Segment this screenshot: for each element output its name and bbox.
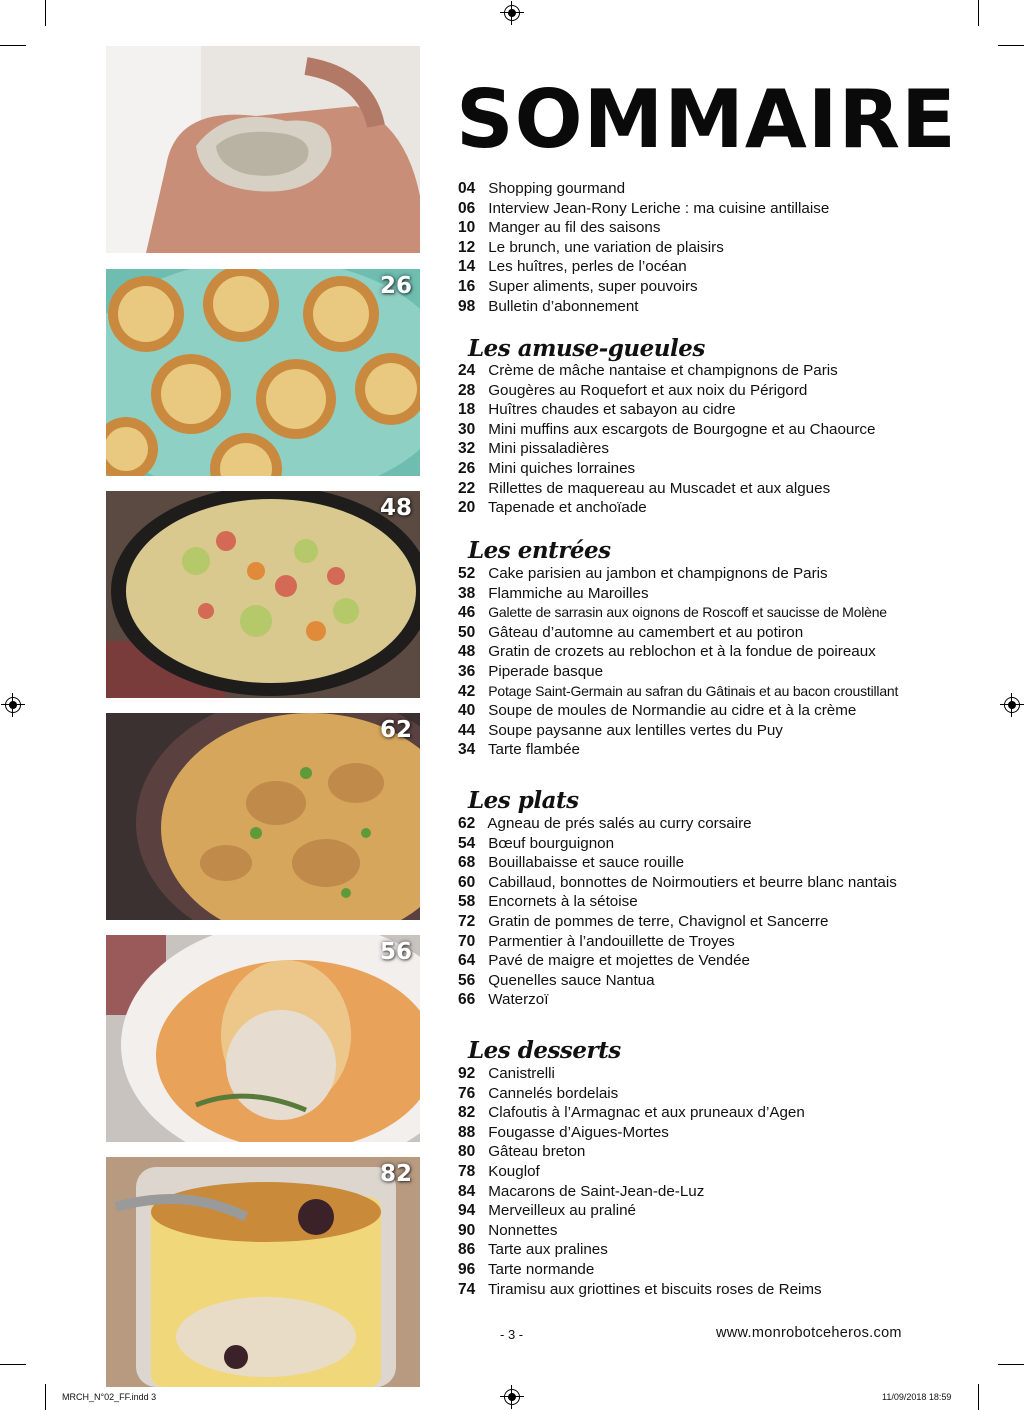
- section-title: Les entrées: [468, 537, 611, 564]
- toc-entry[interactable]: [458, 990, 998, 1010]
- toc-entry[interactable]: [458, 814, 998, 834]
- page-number: 86: [458, 1241, 476, 1259]
- page-number: 42: [458, 682, 476, 700]
- toc-entry[interactable]: [458, 1201, 998, 1221]
- page-number: 60: [458, 873, 476, 891]
- crop-mark: [45, 0, 46, 26]
- crop-mark: [978, 0, 979, 26]
- page-number: 20: [458, 499, 476, 517]
- entry-label: Le brunch, une variation de plaisirs: [488, 238, 724, 256]
- toc-entry[interactable]: [458, 277, 998, 297]
- page-number: 48: [458, 643, 476, 661]
- toc-entry[interactable]: [458, 834, 998, 854]
- entry-label: Super aliments, super pouvoirs: [488, 277, 698, 295]
- file-slug: MRCH_N°02_FF.indd 3: [62, 1392, 157, 1402]
- page-number: 70: [458, 932, 476, 950]
- page-number: 12: [458, 238, 476, 256]
- toc-entry[interactable]: [458, 951, 998, 971]
- entry-label: Fougasse d’Aigues-Mortes: [488, 1123, 669, 1141]
- entry-label: Pavé de maigre et mojettes de Vendée: [488, 952, 750, 970]
- toc-entry[interactable]: [458, 381, 998, 401]
- page-number: 04: [458, 180, 476, 197]
- photo-page-number: 62: [379, 717, 412, 743]
- toc-entry[interactable]: [458, 873, 998, 893]
- page-number: 58: [458, 893, 476, 911]
- toc-entry[interactable]: [458, 439, 998, 459]
- entry-label: Gâteau d’automne au camembert et au potiron: [488, 623, 804, 641]
- entry-label: Galette de sarrasin aux oignons de Roscoff et saucisse de Molène: [488, 604, 887, 621]
- toc-entry[interactable]: [458, 1182, 998, 1202]
- page-number: 46: [458, 604, 476, 622]
- entry-label: Kouglof: [488, 1162, 540, 1180]
- page-number: 40: [458, 702, 476, 720]
- toc-entry[interactable]: [458, 199, 998, 219]
- entry-label: Gratin de crozets au reblochon et à la fondue de poireaux: [488, 643, 876, 661]
- page-number: 54: [458, 834, 476, 852]
- page-number: 74: [458, 1280, 476, 1298]
- entry-label: Huîtres chaudes et sabayon au cidre: [488, 401, 736, 419]
- entry-label: Mini pissaladières: [488, 440, 609, 458]
- page-number: 76: [458, 1084, 476, 1102]
- page-number: 34: [458, 741, 476, 759]
- entry-label: Waterzoï: [488, 991, 549, 1009]
- page-number: 80: [458, 1143, 476, 1161]
- page-number: 72: [458, 912, 476, 930]
- page-number: 18: [458, 401, 476, 419]
- entry-label: Cake parisien au jambon et champignons de Paris: [488, 565, 828, 582]
- entry-label: Crème de mâche nantaise et champignons de Paris: [488, 362, 838, 379]
- entry-label: Piperade basque: [488, 662, 604, 680]
- entry-label: Nonnettes: [488, 1221, 558, 1239]
- page-number: 50: [458, 623, 476, 641]
- toc-entry[interactable]: [458, 892, 998, 912]
- entry-label: Clafoutis à l’Armagnac et aux pruneaux d’Agen: [488, 1104, 805, 1122]
- photo-agneau-curry: [106, 713, 420, 920]
- toc-entry[interactable]: [458, 1123, 998, 1143]
- toc-entry[interactable]: [458, 238, 998, 258]
- entry-label: Tarte flambée: [487, 741, 580, 759]
- toc-entry[interactable]: [458, 642, 998, 662]
- page-number: 98: [458, 297, 476, 315]
- toc-section-plats: [458, 814, 998, 1010]
- entry-label: Merveilleux au praliné: [488, 1202, 636, 1220]
- toc-entry[interactable]: [458, 1103, 998, 1123]
- entry-label: Shopping gourmand: [488, 180, 626, 197]
- entry-label: Soupe de moules de Normandie au cidre et à la crème: [488, 702, 857, 720]
- registration-mark-icon: [5, 697, 21, 713]
- crop-mark: [45, 1384, 46, 1410]
- page-number: 62: [458, 815, 476, 832]
- entry-label: Bulletin d’abonnement: [488, 297, 639, 315]
- toc-entry[interactable]: [458, 1162, 998, 1182]
- print-timestamp: 11/09/2018 18:59: [882, 1392, 952, 1402]
- toc-entry[interactable]: [458, 564, 998, 584]
- folio: - 3 -: [500, 1327, 524, 1342]
- page-number: 06: [458, 199, 476, 217]
- page-number: 26: [458, 459, 476, 477]
- toc-section-entrees: [458, 564, 998, 760]
- page-number: 56: [458, 971, 476, 989]
- entry-label: Bouillabaisse et sauce rouille: [488, 854, 685, 872]
- toc-entry[interactable]: [458, 971, 998, 991]
- entry-label: Macarons de Saint-Jean-de-Luz: [488, 1182, 705, 1200]
- toc-entry[interactable]: [458, 218, 998, 238]
- page-number: 30: [458, 420, 476, 438]
- entry-label: Tapenade et anchoïade: [487, 499, 647, 517]
- toc-entry[interactable]: [458, 932, 998, 952]
- entry-label: Mini muffins aux escargots de Bourgogne et au Chaource: [488, 420, 876, 438]
- page-number: 38: [458, 584, 476, 602]
- website-url[interactable]: www.monrobotceheros.com: [716, 1325, 902, 1341]
- section-title: Les amuse-gueules: [468, 335, 705, 362]
- page-number: 10: [458, 219, 476, 237]
- toc-entry[interactable]: [458, 1142, 998, 1162]
- page-number: 68: [458, 854, 476, 872]
- section-title: Les plats: [468, 787, 579, 814]
- entry-label: Tarte aux pralines: [487, 1241, 608, 1259]
- page-number: 78: [458, 1162, 476, 1180]
- toc-entry[interactable]: [458, 853, 998, 873]
- page-number: 36: [458, 662, 476, 680]
- toc-entry[interactable]: [458, 584, 998, 604]
- photo-page-number: 56: [379, 939, 412, 965]
- toc-entry[interactable]: [458, 623, 998, 643]
- toc-entry[interactable]: [458, 603, 998, 623]
- entry-label: Agneau de prés salés au curry corsaire: [487, 815, 752, 832]
- page-number: 92: [458, 1065, 476, 1082]
- toc-entry[interactable]: [458, 1064, 998, 1084]
- toc-entry[interactable]: [458, 257, 998, 277]
- page-number: 28: [458, 381, 476, 399]
- toc-entry[interactable]: [458, 1084, 998, 1104]
- crop-mark: [978, 1384, 979, 1410]
- toc-entry[interactable]: [458, 721, 998, 741]
- entry-label: Tiramisu aux griottines et biscuits roses de Reims: [487, 1280, 822, 1298]
- toc-entry[interactable]: [458, 912, 998, 932]
- entry-label: Potage Saint-Germain au safran du Gâtinais et au bacon croustillant: [488, 682, 899, 699]
- toc-entry[interactable]: [458, 1240, 998, 1260]
- entry-label: Bœuf bourguignon: [488, 834, 615, 852]
- toc-entry[interactable]: [458, 498, 998, 518]
- crop-mark: [998, 1364, 1024, 1365]
- entry-label: Mini quiches lorraines: [488, 459, 636, 477]
- page-number: 90: [458, 1221, 476, 1239]
- page-number: 94: [458, 1202, 476, 1220]
- toc-entry[interactable]: [458, 682, 998, 702]
- photo-gratin-crozets: [106, 491, 420, 698]
- entry-label: Soupe paysanne aux lentilles vertes du Puy: [488, 721, 783, 739]
- photo-mini-quiches: [106, 269, 420, 476]
- entry-label: Canistrelli: [488, 1065, 555, 1082]
- page-number: 64: [458, 952, 476, 970]
- photo-page-number: 82: [379, 1161, 412, 1187]
- section-title: Les desserts: [468, 1037, 621, 1064]
- photo-clafoutis-jar: [106, 1157, 420, 1387]
- page-number: 66: [458, 991, 476, 1009]
- toc-entry[interactable]: [458, 740, 998, 760]
- toc-section-desserts: [458, 1064, 998, 1299]
- entry-label: Gougères au Roquefort et aux noix du Périgord: [488, 381, 808, 399]
- photo-page-number: 26: [379, 273, 412, 299]
- entry-label: Tarte normande: [487, 1260, 595, 1278]
- page-number: 84: [458, 1182, 476, 1200]
- registration-mark-icon: [504, 1389, 520, 1405]
- page-number: 52: [458, 565, 476, 582]
- entry-label: Quenelles sauce Nantua: [488, 971, 655, 989]
- entry-label: Les huîtres, perles de l’océan: [488, 258, 687, 276]
- entry-label: Gâteau breton: [488, 1143, 586, 1161]
- registration-mark-icon: [504, 5, 520, 21]
- page-number: 14: [458, 258, 476, 276]
- entry-label: Rillettes de maquereau au Muscadet et aux algues: [488, 479, 831, 497]
- entry-label: Manger au fil des saisons: [488, 219, 661, 237]
- crop-mark: [0, 45, 26, 46]
- toc-entry[interactable]: [458, 1280, 998, 1300]
- entry-label: Flammiche au Maroilles: [488, 584, 649, 602]
- page-number: 32: [458, 440, 476, 458]
- page-number: 96: [458, 1260, 476, 1278]
- toc-entry[interactable]: [458, 361, 998, 381]
- page-number: 44: [458, 721, 476, 739]
- toc-entry[interactable]: [458, 459, 998, 479]
- toc-entry[interactable]: [458, 179, 998, 199]
- page-number: 22: [458, 479, 476, 497]
- photo-quenelles: [106, 935, 420, 1142]
- registration-mark-icon: [1004, 697, 1020, 713]
- entry-label: Encornets à la sétoise: [488, 893, 638, 911]
- toc-section-amuse-gueules: [458, 361, 998, 518]
- page-number: 88: [458, 1123, 476, 1141]
- toc-entry[interactable]: [458, 297, 998, 317]
- photo-oyster: [106, 46, 420, 253]
- toc-entry[interactable]: [458, 479, 998, 499]
- toc-entry[interactable]: [458, 420, 998, 440]
- toc-entry[interactable]: [458, 1221, 998, 1241]
- page-number: 24: [458, 362, 476, 379]
- entry-label: Cannelés bordelais: [488, 1084, 619, 1102]
- entry-label: Parmentier à l’andouillette de Troyes: [488, 932, 735, 950]
- entry-label: Interview Jean-Rony Leriche : ma cuisine antillaise: [488, 199, 830, 217]
- page-number: 16: [458, 277, 476, 295]
- entry-label: Gratin de pommes de terre, Chavignol et Sancerre: [488, 912, 829, 930]
- toc-intro: [458, 179, 998, 316]
- page-title: SOMMAIRE: [456, 73, 957, 166]
- photo-page-number: 48: [379, 495, 412, 521]
- crop-mark: [998, 45, 1024, 46]
- page-number: 82: [458, 1104, 476, 1122]
- toc-entry[interactable]: [458, 662, 998, 682]
- toc-entry[interactable]: [458, 1260, 998, 1280]
- crop-mark: [0, 1364, 26, 1365]
- toc-entry[interactable]: [458, 400, 998, 420]
- toc-entry[interactable]: [458, 701, 998, 721]
- entry-label: Cabillaud, bonnottes de Noirmoutiers et beurre blanc nantais: [488, 873, 897, 891]
